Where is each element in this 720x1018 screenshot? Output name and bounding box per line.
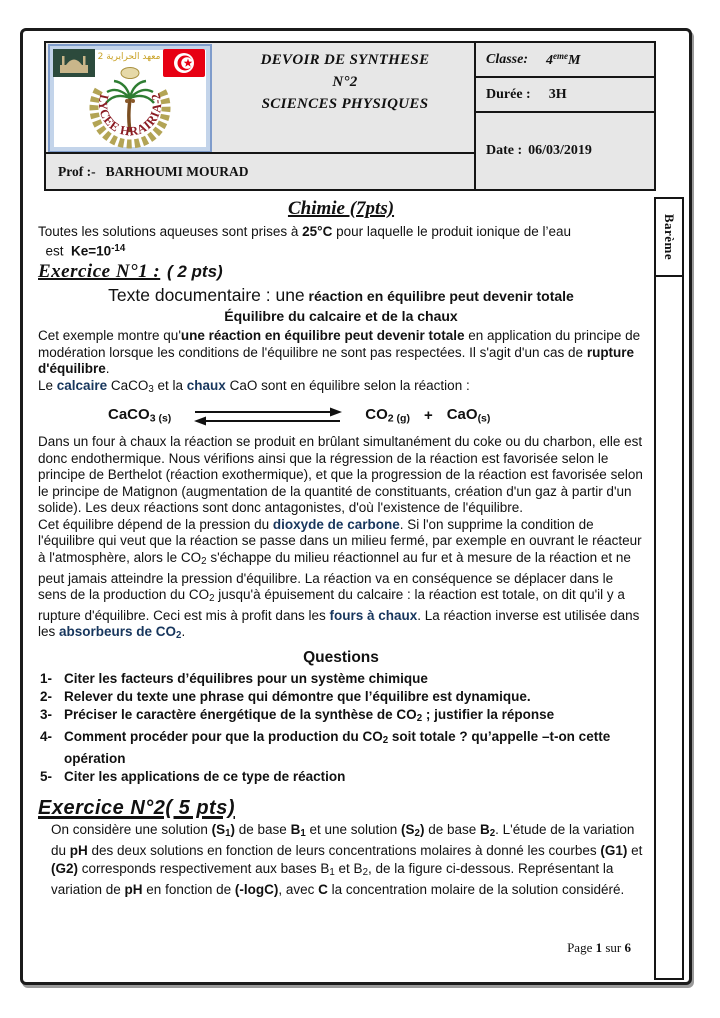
question-text: Comment procéder pour que la production du $CO_2$ soit totale ? qu’appelle –t-on cette opération [64,728,611,767]
question-item [38,688,644,706]
question-number: 3- [40,706,53,722]
bareme-column [654,197,684,980]
classe-value: 4emeM [546,50,581,68]
question-number: 1- [40,670,53,686]
equation-product1: $CO_{2 (g)}$ [365,405,410,424]
paragraph-4: Cet équilibre dépend de la pression du dioxyde de carbone. Si l'on supprime la condition de l'équilibre qui veut que la réaction se passe dans un milieu fermé, par exemple en ouvrant le réacteur à l'atmosphère, alors le $CO_2$ s'échappe du milieu réactionnel au fur et à mesure de la réaction et ne peut jamais atteindre la pression d'équilibre. La réaction va en conséquence se déplacer dans le sens de la production du $CO_2$ jusqu'à épuisement du calcaire : la réaction est totale, on dit qu'il y a rupture d'équilibre. Ceci est mis à profit dans les fours à chaux. La réaction inverse est utilisée dans les absorbeurs de $CO_2$. [38,516,642,642]
exercise1-points: ( 2 pts) [166,262,223,282]
classe-label: Classe: [486,51,528,67]
doc-subtitle: Équilibre du calcaire et de la chaux [224,308,458,325]
doc-title-emphasis: réaction en équilibre peut devenir totale [304,287,574,304]
exercise1-title: Exercice N°1 : [38,261,161,283]
question-item [38,728,644,768]
question-item [38,670,644,688]
exam-title-line3: SCIENCES PHYSIQUES [261,96,429,112]
intro-note: Toutes les solutions aqueuses sont prises à 25°C pour laquelle le produit ionique de l’eau est $Ke=10^{-14}$ [38,224,572,259]
exam-title-line1: DEVOIR DE SYNTHESE [260,52,430,68]
paragraph-3: Dans un four à chaux la réaction se produit en brûlant simultanément du coke ou du charbon, elle est donc endothermique. Nous vérifions ainsi que la régression de la réaction est favorisée selon le principe de Berthelot (réaction exothermique), et que la progression de la réaction est favorisée selon le principe de Matignon (augmentation de la quantité de constituants, création d'un gaz à partir d'un solide). Les deux réactions sont donc antagonistes, d'où l'existence de l'équilibre. [38,434,643,516]
equation-plus-sign: + [423,407,433,425]
doc-title [38,284,644,306]
question-text: Relever du texte une phrase qui démontre que l’équilibre est dynamique. [64,688,531,704]
gold-crest-icon [121,68,139,79]
exam-title [218,49,472,152]
exercise2-paragraph: On considère une solution $(S_1)$ de base $B_1$ et une solution $(S_2)$ de base $B_2$. L'étude de la variation du pH des deux solutions en fonction de leurs concentrations molaires à donné les courbes (G1) et (G2) corresponds respectivement aux bases $B_1$ et $B_2$, de la figure ci-dessous. Représentant la variation de pH en fonction de (-logC), avec C la concentration molaire de la solution considéré. [51,821,643,898]
question-item [38,768,644,786]
exam-title-line2: N°2 [332,74,358,90]
school-logo-image [50,46,210,151]
paragraph-1: Cet exemple montre qu'une réaction en équilibre peut devenir totale en application du principe de modération lorsque les conditions de l'équilibre ne sont pas respectées. Il s'agit d'un cas de rupture d'équilibre. [38,328,641,377]
school-name-curved: LYCEE HRAIRIA-2 [95,91,165,139]
exercise1-heading [38,261,644,283]
exercise2-heading: Exercice N°2( 5 pts) [38,797,235,820]
question-item [38,706,644,728]
date-cell [474,111,656,191]
questions-list [38,670,644,786]
bareme-header [656,199,682,277]
school-name-arabic: معهد الحرايرية 2 [97,52,161,62]
paragraph-2: Le calcaire CaCO$_3$ et la chaux CaO sont en équilibre selon la réaction : [38,377,470,395]
duree-label: Durée : [486,86,531,102]
duree-value: 3H [548,86,567,102]
main-content [38,197,644,899]
question-text: Préciser le caractère énergétique de la synthèse de $CO_2$ ; justifier la réponse [64,706,555,724]
date-label: Date : [486,143,523,158]
school-logo [48,44,212,153]
prof-label: Prof :- [58,163,96,179]
equilibrium-arrows-icon [193,406,343,426]
bareme-label: Barème [662,213,677,261]
prof-value: BARHOUMI MOURAD [105,163,249,179]
question-text: Citer les facteurs d’équilibres pour un système chimique [64,670,428,686]
prof-cell [44,152,476,191]
equation-reactant: CaCO$_{3 (s)}$ [108,405,172,424]
header-title-cell [44,41,476,154]
date-value: 06/03/2019 [528,143,592,158]
exam-header [44,41,656,191]
chemical-equation [108,406,644,426]
classe-cell [474,41,656,78]
page-number: Page 1 sur 6 [567,940,631,955]
question-number: 2- [40,688,53,704]
equation-product2: CaO$_{(s)}$ [446,405,491,424]
mosque-icon [53,49,95,77]
doc-title-lead: Texte documentaire : une [108,284,305,305]
question-number: 4- [40,728,53,744]
exam-page [20,28,692,985]
questions-title: Questions [303,648,379,666]
question-text: Citer les applications de ce type de réaction [64,769,346,785]
section-title-chimie: Chimie (7pts) [287,198,395,219]
duree-cell [474,76,656,113]
question-number: 5- [40,769,53,785]
tunisia-flag-icon [163,49,205,77]
